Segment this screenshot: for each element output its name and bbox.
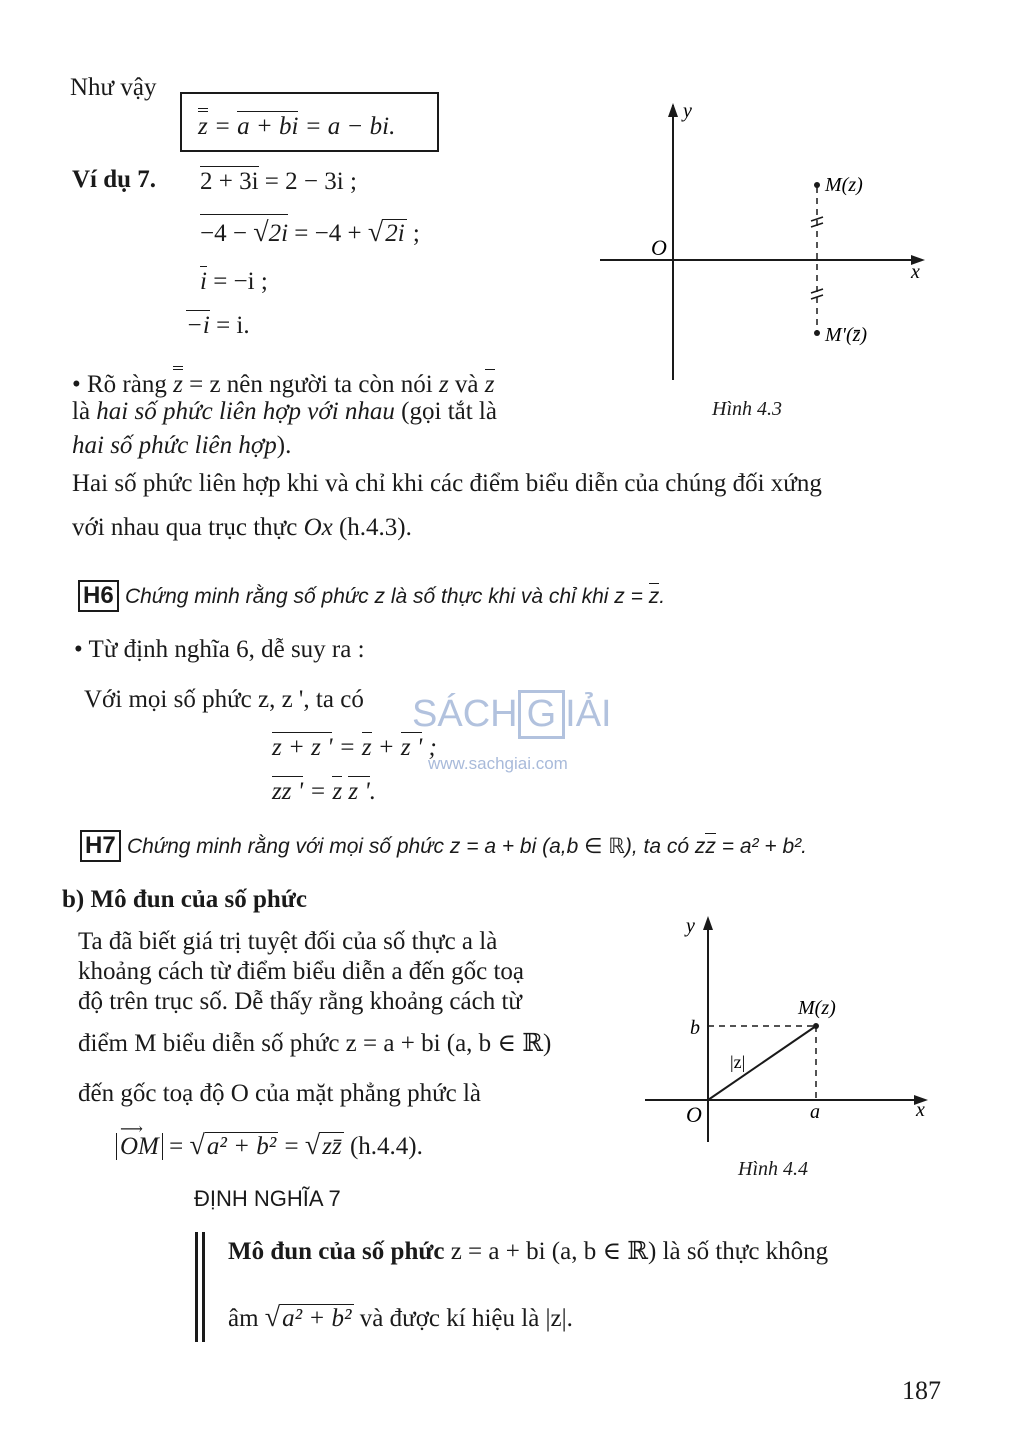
z-bar: z	[705, 835, 716, 858]
wm-b: IẢI	[565, 693, 612, 735]
wm-g: G	[518, 690, 566, 739]
z-bar: z	[332, 778, 343, 805]
label-x: x	[911, 261, 920, 283]
end: ;	[422, 734, 437, 761]
text-nhu-vay: Như vậy	[70, 74, 157, 101]
expr: −i	[186, 312, 210, 339]
radicand-2: zz̄	[322, 1133, 342, 1160]
expr: 2 + 3i	[200, 168, 259, 195]
definition-7-title: ĐỊNH NGHĨA 7	[194, 1186, 341, 1211]
remark-line-1	[72, 366, 495, 399]
z-double-bar: z	[173, 366, 183, 397]
modulus-line-1: Ta đã biết giá trị tuyệt đối của số thực a là	[78, 928, 498, 955]
label-y: y	[683, 100, 692, 122]
derive-line-1: • Từ định nghĩa 6, dễ suy ra :	[74, 636, 365, 663]
label-x: x	[916, 1099, 925, 1121]
lhs-a: −4 −	[200, 220, 254, 247]
symmetry-line-1: Hai số phức liên hợp khi và chỉ khi các điểm biểu diễn của chúng đối xứng	[72, 470, 822, 497]
label-o: O	[651, 235, 667, 260]
symmetry-line-2	[72, 514, 412, 542]
radicand: 2i	[268, 220, 289, 247]
expr-bar	[200, 166, 259, 194]
z-prime-bar: z '	[400, 734, 423, 761]
eq: = −4 +	[288, 220, 368, 247]
conjugate-formula	[198, 108, 395, 141]
term: Mô đun của số phức	[228, 1238, 445, 1265]
section-b-heading: b) Mô đun của số phức	[62, 886, 307, 913]
plus: +	[371, 734, 401, 761]
t: = z nên người ta còn nói	[182, 371, 439, 398]
example-7-label: Ví dụ 7.	[72, 166, 157, 193]
label-modulus: |z|	[730, 1052, 746, 1072]
point-m	[813, 1023, 819, 1029]
om-segment	[708, 1026, 816, 1100]
eq: =	[278, 1133, 305, 1160]
figure-4-3	[595, 95, 935, 395]
example-7-line-3	[200, 266, 268, 296]
t: .	[659, 585, 666, 608]
label-a: a	[810, 1101, 820, 1123]
point-m	[814, 182, 820, 188]
eq-sign: =	[207, 113, 238, 140]
t-italic: hai số phức liên hợp	[72, 432, 277, 459]
exercise-h7	[80, 830, 807, 862]
rhs: = −i ;	[206, 268, 268, 295]
z: z	[438, 371, 449, 398]
end: ;	[406, 220, 420, 247]
definition-7-line-1	[228, 1236, 828, 1266]
t-italic: hai số phức liên hợp với nhau	[96, 398, 395, 425]
t-italic: Ox	[303, 514, 333, 541]
z-double-bar: z	[198, 108, 208, 139]
t: với nhau qua trục thực	[72, 514, 304, 541]
sqrt-icon: √	[264, 1302, 281, 1333]
rhs: = 2 − 3i ;	[258, 168, 357, 195]
modulus-line-5: đến gốc toạ độ O của mặt phẳng phức là	[78, 1080, 482, 1107]
t: z = a + bi (a, b ∈ ℝ) là số thực không	[444, 1238, 829, 1265]
label-m-prime: M'(z̄)	[825, 324, 868, 346]
example-7-line-4	[186, 310, 250, 340]
derive-eq-2	[272, 776, 376, 806]
ref: (h.4.4).	[343, 1133, 423, 1160]
om: OM	[120, 1133, 159, 1160]
wm-a: SÁCH	[412, 693, 518, 735]
a-plus-bi-bar: a + bi	[237, 113, 299, 140]
t: và được kí hiệu là |z|.	[353, 1305, 573, 1332]
end: .	[369, 778, 376, 805]
modulus-line-3: độ trên trục số. Dễ thấy rằng khoảng cách từ	[78, 988, 522, 1015]
t: âm	[228, 1305, 265, 1332]
radicand: a² + b²	[282, 1305, 352, 1332]
label-m: M(z)	[825, 174, 863, 196]
expr: i	[200, 268, 207, 295]
point-m-prime	[814, 330, 820, 336]
label-b: b	[690, 1017, 700, 1039]
z-bar: z	[484, 371, 495, 398]
sqrt-icon: √	[304, 1130, 321, 1161]
h7-badge: H7	[80, 830, 121, 862]
t: và	[448, 371, 485, 398]
vector-arrow-icon: ⟶	[120, 1121, 143, 1138]
eq-rhs: = a − bi.	[298, 113, 396, 140]
watermark-url: www.sachgiai.com	[428, 754, 568, 773]
lhs-bar: zz '	[272, 778, 304, 805]
figure-4-3-caption: Hình 4.3	[712, 398, 782, 420]
sqrt-icon: √	[253, 217, 269, 248]
label-y: y	[686, 915, 695, 937]
example-7-line-2	[200, 214, 420, 249]
abs-om	[116, 1121, 163, 1160]
sqrt-icon: √	[189, 1130, 205, 1161]
watermark-brand	[412, 690, 612, 739]
expr-bar	[200, 214, 288, 247]
modulus-formula	[116, 1121, 423, 1162]
y-arrow-icon	[703, 916, 713, 930]
modulus-line-4: điểm M biểu diễn số phức z = a + bi (a, b ∈ ℝ)	[78, 1030, 552, 1057]
definition-7-line-2	[228, 1302, 573, 1334]
t: ).	[276, 432, 292, 459]
label-m: M(z)	[798, 997, 836, 1019]
page-number: 187	[902, 1376, 941, 1405]
om-vector	[120, 1121, 159, 1160]
z-bar: z	[361, 734, 372, 761]
remark-line-3	[72, 432, 291, 460]
radicand-2: 2i	[385, 220, 405, 247]
lhs-bar: z + z '	[272, 734, 333, 761]
z-prime-bar: z '	[348, 778, 370, 805]
t: = a² + b².	[715, 835, 807, 858]
figure-4-4-caption: Hình 4.4	[738, 1158, 808, 1180]
sqrt-icon: √	[367, 217, 384, 248]
t: (gọi tắt là	[394, 398, 497, 425]
h6-badge: H6	[78, 580, 119, 612]
y-arrow-icon	[668, 103, 678, 117]
remark-line-2	[72, 398, 497, 426]
eq: =	[162, 1133, 190, 1160]
h7-text: Chứng minh rằng với mọi số phức z = a + bi (a,b ∈ ℝ), ta có z	[126, 835, 706, 858]
modulus-line-2: khoảng cách từ điểm biểu diễn a đến gốc toạ	[78, 958, 525, 985]
definition-bar	[202, 1232, 205, 1342]
exercise-h6	[78, 580, 665, 612]
t: (h.4.3).	[332, 514, 412, 541]
t: • Rõ ràng	[72, 371, 174, 398]
t: là	[72, 398, 97, 425]
radicand-1: a² + b²	[206, 1133, 277, 1160]
eq: =	[332, 734, 362, 761]
z-bar: z	[648, 585, 660, 608]
label-o: O	[686, 1102, 702, 1127]
h6-text: Chứng minh rằng số phức z là số thực khi và chỉ khi z =	[124, 585, 649, 608]
eq: =	[303, 778, 333, 805]
definition-bar	[195, 1232, 198, 1342]
rhs: = i.	[209, 312, 250, 339]
example-7-line-1	[200, 166, 357, 196]
figure-4-4	[640, 910, 940, 1150]
derive-line-2: Với mọi số phức z, z ', ta có	[84, 686, 364, 713]
